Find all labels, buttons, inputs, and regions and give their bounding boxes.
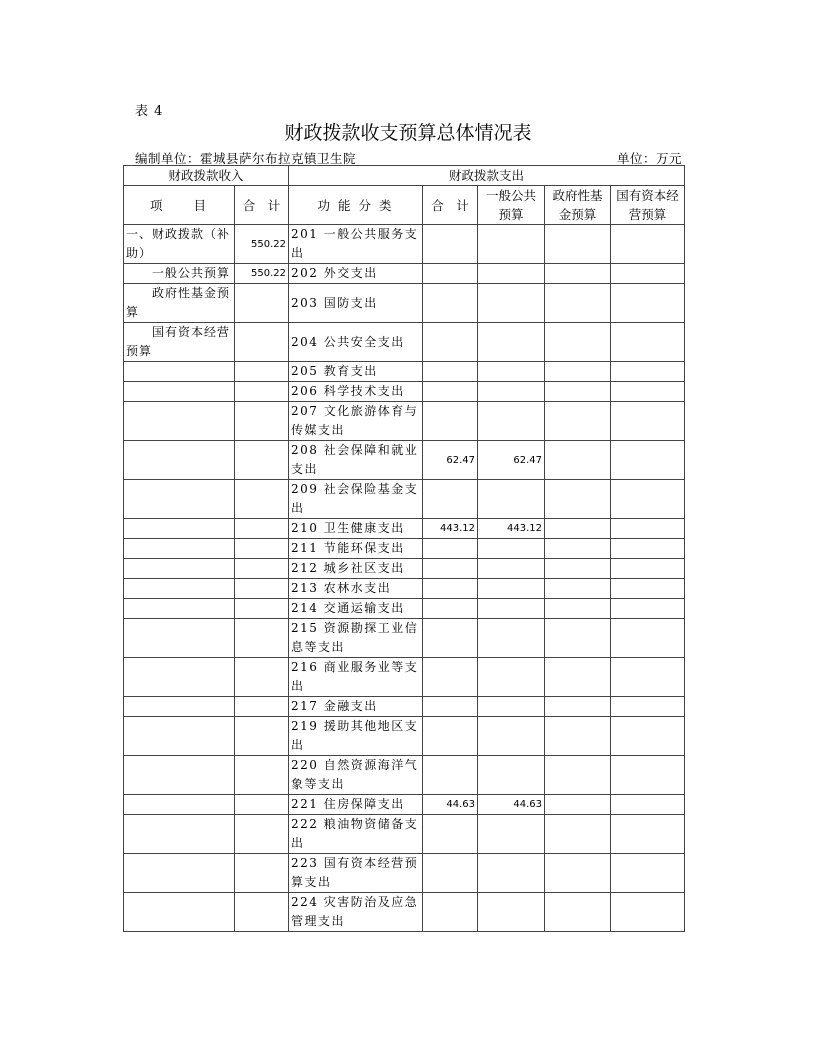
income-item-cell	[124, 402, 235, 441]
fund-budget-cell	[545, 599, 611, 619]
state-capital-cell	[611, 539, 685, 559]
table-row	[124, 697, 685, 717]
general-budget-cell	[478, 323, 545, 362]
fund-budget-cell	[545, 402, 611, 441]
state-capital-cell	[611, 362, 685, 382]
table-row	[124, 402, 685, 441]
table-row	[124, 795, 685, 815]
function-class-cell: 215 资源勘探工业信息等支出	[289, 619, 423, 658]
expense-total-header: 合 计	[423, 186, 478, 225]
function-class-cell: 210 卫生健康支出	[289, 519, 423, 539]
expense-total-cell	[423, 756, 478, 795]
fund-budget-cell	[545, 264, 611, 284]
fund-budget-cell	[545, 519, 611, 539]
expense-total-cell	[423, 323, 478, 362]
function-class-cell: 224 灾害防治及应急管理支出	[289, 893, 423, 932]
function-class-cell: 205 教育支出	[289, 362, 423, 382]
table-row	[124, 893, 685, 932]
income-item-cell	[124, 815, 235, 854]
table-row	[124, 480, 685, 519]
income-item-cell	[124, 854, 235, 893]
general-budget-cell: 44.63	[478, 795, 545, 815]
page-title: 财政拨款收支预算总体情况表	[284, 122, 532, 144]
income-total-cell	[235, 382, 289, 402]
function-class-cell: 217 金融支出	[289, 697, 423, 717]
general-budget-cell	[478, 579, 545, 599]
expense-total-cell	[423, 284, 478, 323]
table-row	[124, 559, 685, 579]
expense-total-cell	[423, 559, 478, 579]
expense-total-cell	[423, 697, 478, 717]
fund-budget-cell	[545, 697, 611, 717]
income-total-cell	[235, 284, 289, 323]
expense-total-cell	[423, 599, 478, 619]
income-item-cell	[124, 579, 235, 599]
fund-budget-cell	[545, 893, 611, 932]
function-class-cell: 203 国防支出	[289, 284, 423, 323]
fund-budget-cell	[545, 382, 611, 402]
income-total-cell	[235, 559, 289, 579]
state-capital-cell	[611, 697, 685, 717]
table-row	[124, 441, 685, 480]
general-budget-cell	[478, 264, 545, 284]
income-total-cell	[235, 480, 289, 519]
income-item-cell	[124, 658, 235, 697]
income-total-cell	[235, 539, 289, 559]
expense-total-cell	[423, 382, 478, 402]
function-class-cell: 202 外交支出	[289, 264, 423, 284]
expense-total-cell	[423, 362, 478, 382]
function-class-cell: 216 商业服务业等支出	[289, 658, 423, 697]
table-row	[124, 264, 685, 284]
expense-total-cell: 443.12	[423, 519, 478, 539]
income-total-cell: 550.22	[235, 264, 289, 284]
general-budget-cell: 62.47	[478, 441, 545, 480]
expense-total-cell	[423, 619, 478, 658]
expense-total-cell: 62.47	[423, 441, 478, 480]
expense-total-cell	[423, 225, 478, 264]
income-item-cell	[124, 362, 235, 382]
fund-budget-cell	[545, 225, 611, 264]
function-class-cell: 201 一般公共服务支出	[289, 225, 423, 264]
income-item-cell: 一般公共预算	[124, 264, 235, 284]
function-class-cell: 204 公共安全支出	[289, 323, 423, 362]
expense-total-cell	[423, 815, 478, 854]
state-capital-cell	[611, 480, 685, 519]
general-budget-cell	[478, 382, 545, 402]
income-item-cell	[124, 441, 235, 480]
table-row	[124, 323, 685, 362]
income-total-cell	[235, 362, 289, 382]
fund-budget-header: 政府性基金预算	[545, 186, 611, 225]
function-class-cell: 219 援助其他地区支出	[289, 717, 423, 756]
fund-budget-cell	[545, 323, 611, 362]
income-total-cell	[235, 441, 289, 480]
fund-budget-cell	[545, 362, 611, 382]
general-budget-cell	[478, 893, 545, 932]
table-row	[124, 362, 685, 382]
income-item-cell	[124, 539, 235, 559]
function-class-cell: 207 文化旅游体育与传媒支出	[289, 402, 423, 441]
income-item-cell	[124, 599, 235, 619]
general-budget-cell	[478, 402, 545, 441]
income-total-cell	[235, 402, 289, 441]
general-budget-cell	[478, 599, 545, 619]
income-total-cell	[235, 323, 289, 362]
income-total-cell	[235, 658, 289, 697]
state-capital-cell	[611, 382, 685, 402]
state-capital-cell	[611, 402, 685, 441]
fund-budget-cell	[545, 579, 611, 599]
fund-budget-cell	[545, 795, 611, 815]
state-capital-cell	[611, 815, 685, 854]
income-total-cell	[235, 854, 289, 893]
expense-total-cell	[423, 402, 478, 441]
general-budget-cell	[478, 559, 545, 579]
general-budget-cell	[478, 756, 545, 795]
function-class-cell: 209 社会保险基金支出	[289, 480, 423, 519]
income-total-header: 合 计	[235, 186, 289, 225]
table-body	[124, 225, 685, 932]
function-class-cell: 214 交通运输支出	[289, 599, 423, 619]
income-item-cell	[124, 519, 235, 539]
fund-budget-cell	[545, 658, 611, 697]
income-total-cell: 550.22	[235, 225, 289, 264]
table-row	[124, 756, 685, 795]
general-budget-cell	[478, 619, 545, 658]
expense-header: 财政拨款支出	[289, 166, 685, 186]
state-capital-cell	[611, 264, 685, 284]
fund-budget-cell	[545, 559, 611, 579]
table-row	[124, 717, 685, 756]
state-capital-cell	[611, 893, 685, 932]
expense-total-cell: 44.63	[423, 795, 478, 815]
general-budget-cell	[478, 697, 545, 717]
state-capital-cell	[611, 599, 685, 619]
income-total-cell	[235, 519, 289, 539]
income-item-cell: 国有资本经营预算	[124, 323, 235, 362]
state-capital-header: 国有资本经营预算	[611, 186, 685, 225]
fund-budget-cell	[545, 815, 611, 854]
income-item-cell	[124, 697, 235, 717]
general-budget-cell	[478, 362, 545, 382]
fund-budget-cell	[545, 480, 611, 519]
income-total-cell	[235, 717, 289, 756]
table-row	[124, 854, 685, 893]
state-capital-cell	[611, 284, 685, 323]
income-total-cell	[235, 599, 289, 619]
function-class-cell: 223 国有资本经营预算支出	[289, 854, 423, 893]
state-capital-cell	[611, 225, 685, 264]
general-budget-cell	[478, 225, 545, 264]
expense-total-cell	[423, 717, 478, 756]
income-item-cell	[124, 559, 235, 579]
fund-budget-cell	[545, 441, 611, 480]
income-total-cell	[235, 697, 289, 717]
function-class-cell: 221 住房保障支出	[289, 795, 423, 815]
income-item-cell: 一、财政拨款（补助）	[124, 225, 235, 264]
expense-total-cell	[423, 854, 478, 893]
table-row	[124, 579, 685, 599]
table-number: 表 4	[135, 104, 164, 119]
state-capital-cell	[611, 559, 685, 579]
function-class-cell: 208 社会保障和就业支出	[289, 441, 423, 480]
income-total-cell	[235, 619, 289, 658]
general-budget-cell	[478, 284, 545, 323]
income-item-cell	[124, 893, 235, 932]
table-row	[124, 382, 685, 402]
income-total-cell	[235, 893, 289, 932]
table-row	[124, 519, 685, 539]
general-budget-cell	[478, 658, 545, 697]
general-budget-cell	[478, 854, 545, 893]
general-budget-cell	[478, 539, 545, 559]
income-item-cell	[124, 382, 235, 402]
table-row	[124, 599, 685, 619]
state-capital-cell	[611, 658, 685, 697]
state-capital-cell	[611, 717, 685, 756]
function-class-cell: 212 城乡社区支出	[289, 559, 423, 579]
state-capital-cell	[611, 441, 685, 480]
fund-budget-cell	[545, 717, 611, 756]
budget-table	[123, 165, 685, 932]
income-item-cell	[124, 795, 235, 815]
item-header: 项 目	[124, 186, 235, 225]
table-row	[124, 619, 685, 658]
function-class-cell: 206 科学技术支出	[289, 382, 423, 402]
compiling-unit: 编制单位：霍城县萨尔布拉克镇卫生院	[135, 151, 357, 166]
function-header: 功 能 分 类	[289, 186, 423, 225]
table-row	[124, 815, 685, 854]
table-row	[124, 658, 685, 697]
expense-total-cell	[423, 893, 478, 932]
function-class-cell: 211 节能环保支出	[289, 539, 423, 559]
expense-total-cell	[423, 480, 478, 519]
general-budget-cell	[478, 717, 545, 756]
income-item-cell: 政府性基金预算	[124, 284, 235, 323]
expense-total-cell	[423, 658, 478, 697]
income-total-cell	[235, 756, 289, 795]
state-capital-cell	[611, 519, 685, 539]
general-budget-header: 一般公共预算	[478, 186, 545, 225]
fund-budget-cell	[545, 539, 611, 559]
expense-total-cell	[423, 579, 478, 599]
function-class-cell: 220 自然资源海洋气象等支出	[289, 756, 423, 795]
state-capital-cell	[611, 619, 685, 658]
expense-total-cell	[423, 539, 478, 559]
function-class-cell: 222 粮油物资储备支出	[289, 815, 423, 854]
income-item-cell	[124, 756, 235, 795]
state-capital-cell	[611, 854, 685, 893]
income-item-cell	[124, 480, 235, 519]
income-total-cell	[235, 795, 289, 815]
income-total-cell	[235, 815, 289, 854]
fund-budget-cell	[545, 619, 611, 658]
expense-total-cell	[423, 264, 478, 284]
general-budget-cell	[478, 480, 545, 519]
table-row	[124, 539, 685, 559]
money-unit: 单位：万元	[616, 151, 682, 166]
state-capital-cell	[611, 579, 685, 599]
function-class-cell: 213 农林水支出	[289, 579, 423, 599]
table-row	[124, 284, 685, 323]
income-header: 财政拨款收入	[124, 166, 289, 186]
general-budget-cell	[478, 815, 545, 854]
income-item-cell	[124, 619, 235, 658]
general-budget-cell: 443.12	[478, 519, 545, 539]
state-capital-cell	[611, 795, 685, 815]
state-capital-cell	[611, 756, 685, 795]
fund-budget-cell	[545, 854, 611, 893]
fund-budget-cell	[545, 756, 611, 795]
fund-budget-cell	[545, 284, 611, 323]
income-item-cell	[124, 717, 235, 756]
income-total-cell	[235, 579, 289, 599]
state-capital-cell	[611, 323, 685, 362]
table-row	[124, 225, 685, 264]
